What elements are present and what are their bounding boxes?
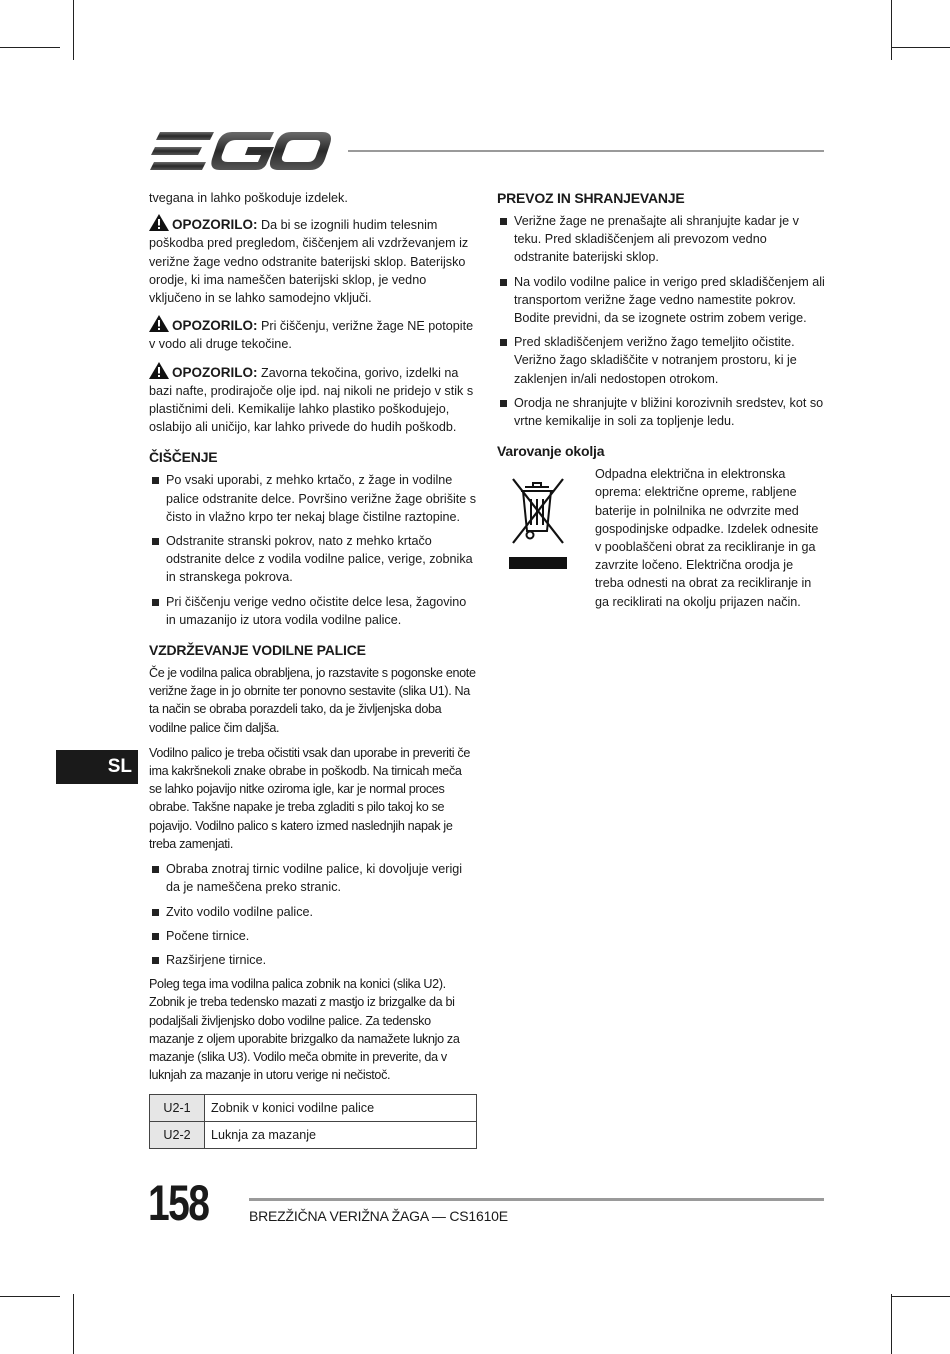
left-column: [149, 189, 477, 1149]
list-item: [497, 212, 825, 267]
warning-triangle-icon: [149, 362, 169, 379]
list-item: [497, 333, 825, 388]
table-row: [150, 1122, 477, 1149]
list-item-text: Obraba znotraj tirnic vodilne palice, ki dovoljuje verigi da je nameščena preko stranic.: [166, 862, 463, 895]
bar-maintenance-para-1: Če je vodilna palica obrabljena, jo razstavite s pogonske enote verižne žage in jo obrnite ter ponovno sestavite (slika U1). Na ta način se obraba porazdeli tako, da je življenjska doba vodilne palice čim daljša.: [149, 666, 476, 735]
legend-label: Zobnik v konici vodilne palice: [205, 1095, 477, 1122]
transport-list: [497, 212, 825, 430]
bullet-square-icon: [152, 933, 159, 940]
crop-mark: [0, 47, 60, 48]
list-item: [149, 903, 477, 921]
bar-maintenance-para-3: Poleg tega ima vodilna palica zobnik na konici (slika U2). Zobnik je treba tedensko mazati z mastjo iz brizgalke da bi podaljšali življenjsko dobo vodilne palice. Za tedensko mazanje z oljem uporabite brizgalko da namažete luknjo za mazanje (slika U3). Vodilo meča obmite in preverite, da v luknjah za mazanje in utoru verige ni nečistoč.: [149, 977, 460, 1083]
list-item-text: Pri čiščenju verige vedno očistite delce lesa, žagovino in umazanijo iz utora vodila vodilne palice.: [166, 594, 467, 627]
bullet-square-icon: [152, 599, 159, 606]
bullet-square-icon: [152, 866, 159, 873]
page-number: 158: [148, 1175, 209, 1231]
bullet-square-icon: [500, 400, 507, 407]
list-item-text: Verižne žage ne prenašajte ali shranjujte kadar je v teku. Pred skladiščenjem ali prevozom vedno odstranite baterijski sklop.: [514, 214, 799, 265]
list-item-text: Počene tirnice.: [166, 928, 250, 943]
bullet-square-icon: [152, 538, 159, 545]
bullet-square-icon: [152, 957, 159, 964]
list-item-text: Pred skladiščenjem verižno žago temeljito očistite. Verižno žago skladiščite v notranjem prostoru, ki je zaklenjen in/ali nedostopen otrokom.: [514, 335, 797, 386]
bullet-square-icon: [500, 339, 507, 346]
bullet-square-icon: [152, 477, 159, 484]
warning-title: OPOZORILO:: [172, 318, 258, 334]
cleaning-list: [149, 471, 477, 629]
warning-text: Da bi se izognili hudim telesnim poškodba pred pregledom, čiščenjem ali vzdrževanjem iz verižne žage vedno odstranite baterijski sklop. Baterijsko orodje, ki ima nameščen baterijski sklop, je vedno vključeno in se lahko samodejno vključi.: [149, 218, 469, 306]
list-item: [149, 951, 477, 969]
warning-text: Pri čiščenju, verižne žage NE potopite v vodo ali druge tekočine.: [149, 319, 474, 352]
crop-mark: [891, 0, 892, 60]
list-item-text: Razširjene tirnice.: [166, 952, 267, 967]
header-rule: [348, 150, 824, 152]
crop-mark: [892, 1296, 950, 1297]
environment-heading: Varovanje okolja: [497, 443, 605, 460]
crop-mark: [73, 1294, 74, 1354]
weee-text: Odpadna električna in elektronska oprema: električne opreme, rabljene baterije in polnilnika ne odvrzite med gospodinjske odpadke. Izdelek odnesite v pooblaščeni obrat za recikliranje in ga zavrzite ločeno. Električna orodja je treba odnesti na obrat za recikliranje in ga reciklirati na okolju prijazen način.: [595, 467, 819, 609]
legend-label: Luknja za mazanje: [205, 1122, 477, 1149]
list-item: [149, 860, 477, 896]
table-row: [150, 1095, 477, 1122]
warning-paragraph: [149, 362, 477, 437]
list-item-text: Odstranite stranski pokrov, nato z mehko krtačo odstranite delce z vodila vodilne palice, verige, zobnika in stranskega pokrova.: [166, 534, 473, 585]
crop-mark: [73, 0, 74, 60]
warning-triangle-icon: [149, 315, 169, 332]
list-item: [497, 394, 825, 430]
figure-legend-table: [149, 1094, 477, 1149]
bullet-square-icon: [500, 279, 507, 286]
list-item: [149, 927, 477, 945]
transport-heading: PREVOZ IN SHRANJEVANJE: [497, 190, 685, 206]
weee-block: [497, 465, 825, 611]
intro-text: tvegana in lahko poškoduje izdelek.: [149, 191, 348, 205]
warning-title: OPOZORILO:: [172, 217, 258, 233]
list-item-text: Po vsaki uporabi, z mehko krtačo, z žage in vodilne palice odstranite delce. Površino verižne žage obrišite s čisto in vlažno krpo ter nekaj blage čistilne raztopine.: [166, 473, 477, 524]
list-item-text: Orodja ne shranjujte v bližini korozivnih sredstev, kot so vrtne kemikalije in soli za topljenje ledu.: [514, 395, 824, 429]
warning-paragraph: [149, 214, 477, 307]
warning-title: OPOZORILO:: [172, 364, 258, 380]
list-item-text: Zvito vodilo vodilne palice.: [166, 904, 314, 919]
list-item: [149, 532, 477, 587]
bar-maintenance-para-2: Vodilno palico je treba očistiti vsak dan uporabe in preveriti če ima kakršnekoli znake obrabe in poškodb. Na tirnicah meča se lahko pojavijo nitke oziroma igle, kar je normal proces obrabe. Takšne napake je treba zgladiti s pilo takoj ko se pojavijo. Vodilno palico s katero izmed naslednjih napak je treba zamenjati.: [149, 745, 470, 851]
crop-mark: [892, 47, 950, 48]
list-item: [149, 593, 477, 629]
warning-triangle-icon: [149, 214, 169, 231]
brand-logo: [150, 130, 332, 172]
right-column: [497, 189, 825, 611]
legend-code: U2-2: [150, 1122, 205, 1149]
cleaning-heading: ČIŠČENJE: [149, 449, 218, 466]
list-item: [497, 273, 825, 328]
warning-paragraph: [149, 315, 477, 353]
list-item: [149, 471, 477, 526]
crop-mark: [0, 1296, 60, 1297]
bullet-square-icon: [500, 218, 507, 225]
legend-code: U2-1: [150, 1095, 205, 1122]
warning-text: Zavorna tekočina, gorivo, izdelki na bazi nafte, prodirajoče olje ipd. naj nikoli ne pridejo v stik s plastičnimi deli. Kemikalije lahko plastiko poškodujejo, oslabijo ali uničijo, kar lahko privede do hudih poškodb.: [149, 365, 474, 435]
crossed-out-wheelie-bin-icon: [509, 473, 567, 569]
list-item-text: Na vodilo vodilne palice in verigo pred skladiščenjem ali transportom verižne žage vedno namestite pokrov. Bodite previdni, da se izognete ostrim zobem verige.: [514, 274, 825, 326]
crop-mark: [891, 1294, 892, 1354]
footer-title: BREZŽIČNA VERIŽNA ŽAGA — CS1610E: [249, 1208, 508, 1224]
weee-icon-container: [497, 465, 583, 611]
language-tab: SL: [56, 750, 138, 784]
bar-defects-list: [149, 860, 477, 969]
bullet-square-icon: [152, 909, 159, 916]
footer-rule: [249, 1198, 824, 1201]
bar-maintenance-heading: VZDRŽEVANJE VODILNE PALICE: [149, 642, 366, 659]
